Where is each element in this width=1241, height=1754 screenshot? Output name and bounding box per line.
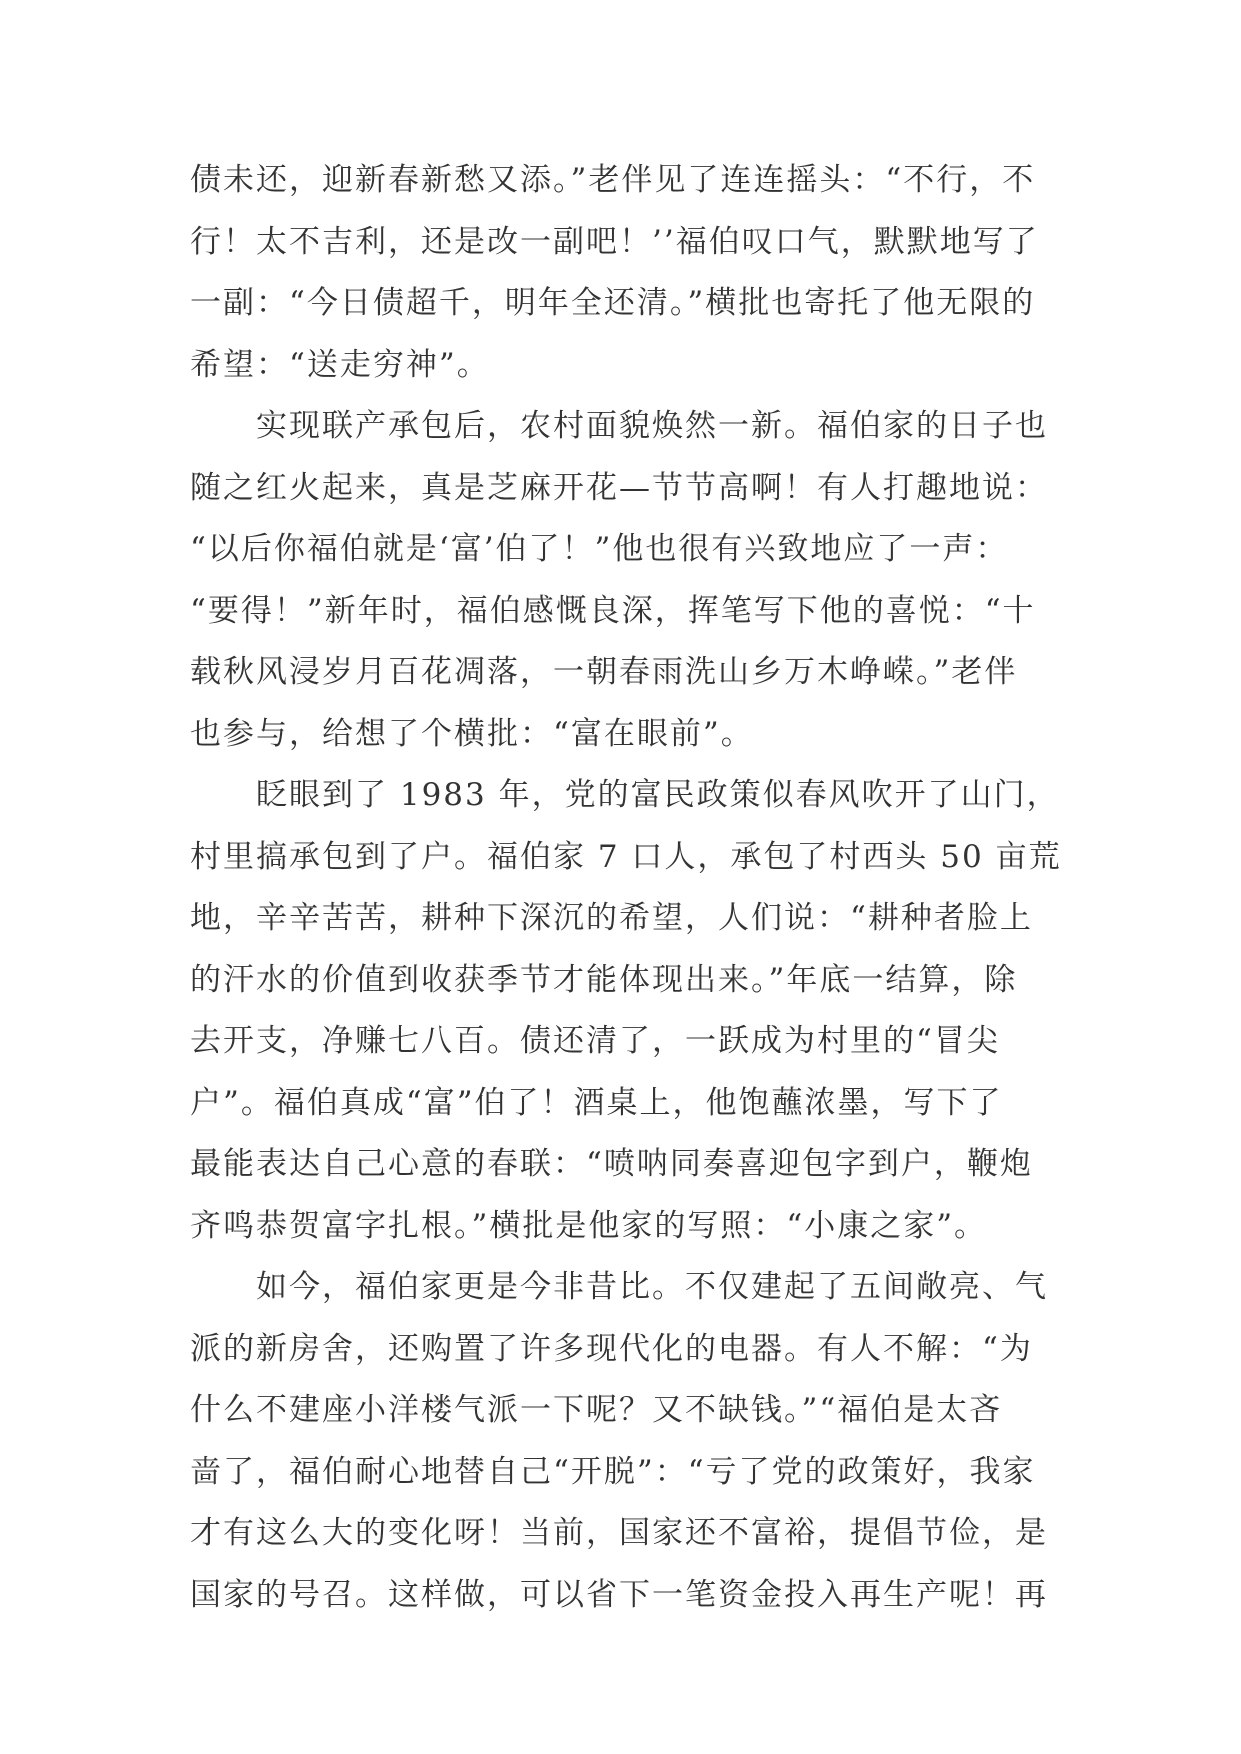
text-line: 最能表达自己心意的春联：“喷呐同奏喜迎包字到户，鞭炮: [190, 1146, 1033, 1182]
text-line: 也参与，给想了个横批：“富在眼前”。: [190, 715, 754, 752]
text-line: 啬了，福伯耐心地替自己“开脱”：“亏了党的政策好，我家: [190, 1453, 1036, 1490]
text-line: 去开支，净赚七八百。债还清了，一跃成为村里的“冒尖: [190, 1023, 1000, 1059]
text-line: 随之红火起来，真是芝麻开花—节节高啊！有人打趣地说：: [190, 469, 1048, 506]
text-line: 的汗水的价值到收获季节才能体现出来。”年底一结算，除: [190, 961, 1018, 998]
text-line: 载秋风浸岁月百花凋落，一朝春雨洗山乡万木峥嵘。”老伴: [190, 654, 1018, 690]
text-line: 地，辛辛苦苦，耕种下深沉的希望，人们说：“耕种者脸上: [190, 900, 1033, 936]
text-line: 行！太不吉利，还是改一副吧！’’福伯叹口气，默默地写了: [190, 223, 1039, 260]
text-line: 户”。福伯真成“富”伯了！酒桌上，他饱蘸浓墨，写下了: [190, 1084, 1003, 1121]
text-line: 一副：“今日债超千，明年全还清。”横批也寄托了他无限的: [190, 285, 1036, 321]
paragraph-first-line: 眨眼到了 1983 年，党的富民政策似春风吹开了山门，: [256, 777, 1060, 813]
text-line: “要得！”新年时，福伯感慨良深，挥笔写下他的喜悦：“十: [190, 592, 1036, 629]
paragraph-first-line: 实现联产承包后，农村面貌焕然一新。福伯家的日子也: [256, 408, 1048, 444]
text-line: 村里搞承包到了户。福伯家 7 口人，承包了村西头 50 亩荒: [190, 838, 1062, 875]
text-line: 债未还，迎新春新愁又添。”老伴见了连连摇头：“不行，不: [190, 162, 1036, 198]
text-line: “以后你福伯就是‘富’伯了！”他也很有兴致地应了一声：: [190, 531, 1009, 567]
text-line: 什么不建座小洋楼气派一下呢？又不缺钱。”“福伯是太吝: [190, 1392, 1003, 1428]
paragraph-first-line: 如今，福伯家更是今非昔比。不仅建起了五间敞亮、气: [256, 1269, 1048, 1305]
text-line: 齐鸣恭贺富字扎根。”横批是他家的写照：“小康之家”。: [190, 1207, 988, 1244]
text-line: 希望：“送走穷神”。: [190, 346, 490, 383]
text-line: 派的新房舍，还购置了许多现代化的电器。有人不解：“为: [190, 1330, 1033, 1367]
text-line: 国家的号召。这样做，可以省下一笔资金投入再生产呢！再: [190, 1576, 1048, 1613]
document-body: [190, 150, 1070, 1626]
text-line: 才有这么大的变化呀！当前，国家还不富裕，提倡节俭，是: [190, 1515, 1048, 1551]
